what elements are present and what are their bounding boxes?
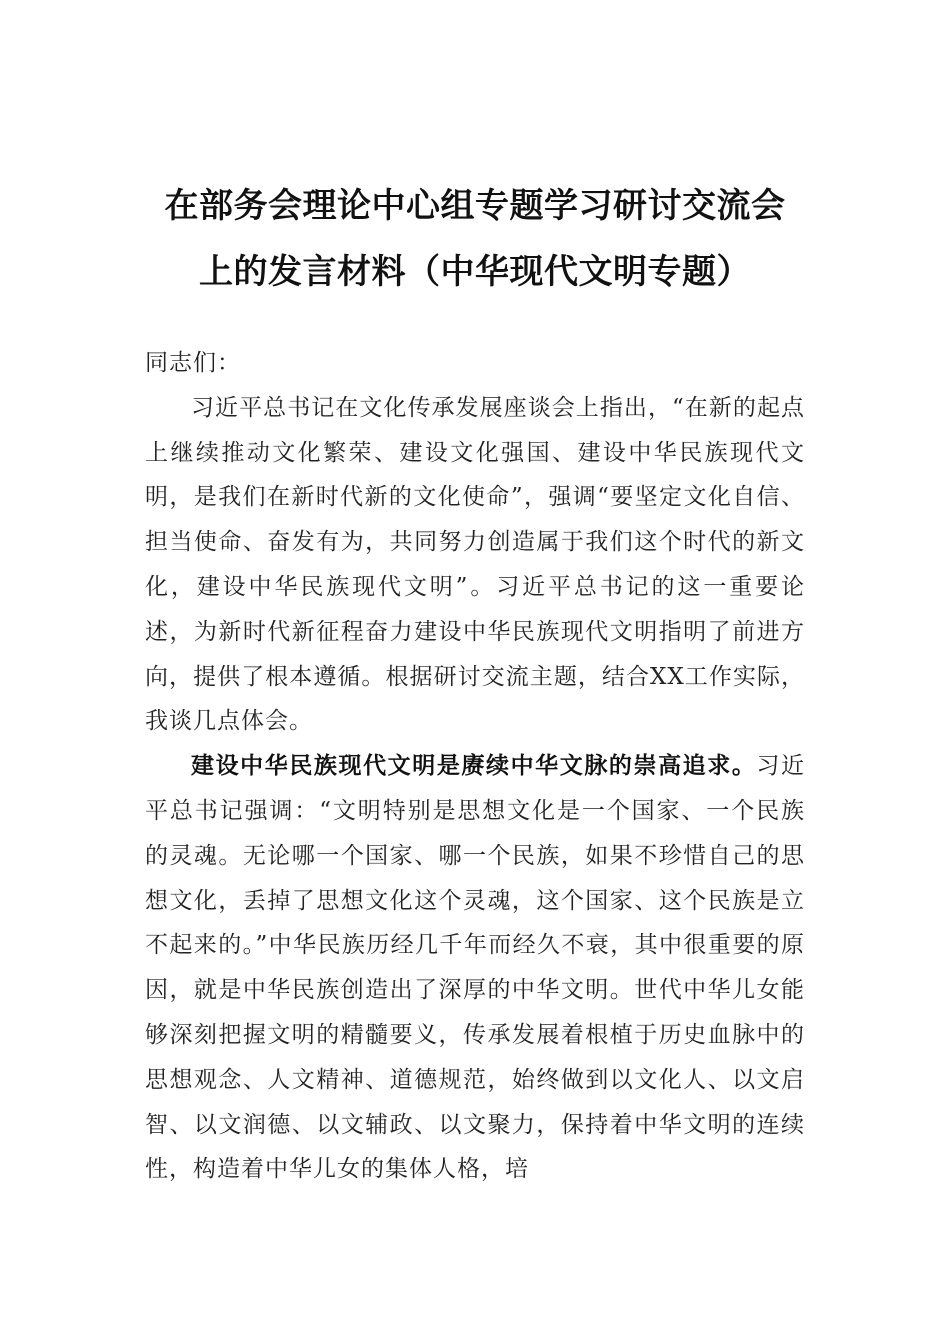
document-title bbox=[120, 173, 830, 305]
salutation: 同志们： bbox=[145, 350, 241, 376]
paragraph-text: 习近平总书记在文化传承发展座谈会上指出，“在新的起点上继续推动文化繁荣、建设文化强国、建设中华民族现代文明，是我们在新时代新的文化使命”，强调“要坚定文化自信、担当使命、奋发有为，共同努力创造属于我们这个时代的新文化，建设中华民族现代文明”。习近平总书记的这一重要论述，为新时代新征程奋力建设中华民族现代文明指明了前进方向，提供了根本遵循。根据研讨交流主题，结合XX工作实际，我谈几点体会。 bbox=[145, 394, 805, 735]
paragraph-lead: 建设中华民族现代文明是赓续中华文脉的崇高追求。 bbox=[191, 753, 757, 780]
paragraph-text: 习近平总书记强调：“文明特别是思想文化是一个国家、一个民族的灵魂。无论哪一个国家、哪一个民族，如果不珍惜自己的思想文化，丢掉了思想文化这个灵魂，这个国家、这个民族是立不起来的。”中华民族历经几千年而经久不衰，其中很重要的原因，就是中华民族创造出了深厚的中华文明。世代中华儿女能够深刻把握文明的精髓要义，传承发展着根植于历史血脉中的思想观念、人文精神、道德规范，始终做到以文化人、以文启智、以文润德、以文辅政、以文聚力，保持着中华文明的连续性，构造着中华儿女的集体人格，培 bbox=[145, 753, 806, 1183]
document-body bbox=[145, 341, 805, 1192]
paragraph-section-1 bbox=[145, 744, 805, 1192]
paragraph-intro bbox=[145, 386, 805, 744]
title-line-2: 上的发言材料（中华现代文明专题） bbox=[199, 251, 751, 292]
title-line-1: 在部务会理论中心组专题学习研讨交流会 bbox=[164, 185, 786, 226]
